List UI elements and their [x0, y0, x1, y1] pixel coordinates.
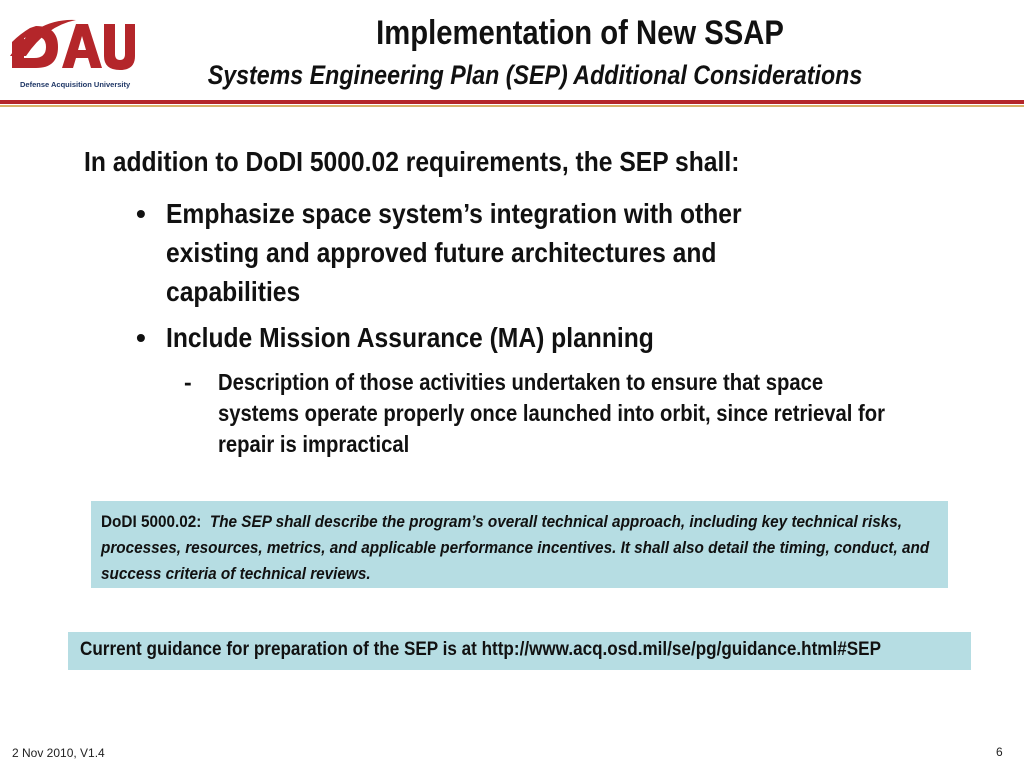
page-subtitle: Systems Engineering Plan (SEP) Additional Considerations — [207, 60, 863, 90]
header-divider-gold — [0, 105, 1024, 107]
header-divider-red — [0, 100, 1024, 104]
bullet-marker: • — [136, 322, 146, 353]
logo-tagline: Defense Acquisition University — [20, 80, 131, 89]
footer-date-version: 2 Nov 2010, V1.4 — [12, 746, 105, 760]
bullet-marker: • — [136, 198, 146, 229]
callout-label: DoDI 5000.02: — [101, 512, 202, 531]
guidance-box — [68, 632, 971, 670]
sub-bullet-text: Description of those activities undertaken to ensure that space systems operate properly once launched into orbit, since retrieval for repair is impractical — [218, 369, 885, 457]
page-title: Implementation of New SSAP — [376, 14, 784, 52]
dodi-callout-box — [91, 501, 948, 588]
bullet-text: Include Mission Assurance (MA) planning — [166, 322, 654, 353]
intro-text: In addition to DoDI 5000.02 requirements, the SEP shall: — [84, 146, 740, 177]
dau-logo — [6, 12, 136, 89]
page-number: 6 — [996, 745, 1003, 759]
sub-bullet-marker: - — [184, 369, 192, 395]
bullet-text: Emphasize space system’s integration with other existing and approved future architectures and capabilities — [166, 198, 742, 307]
callout-quote: The SEP shall describe the program’s overall technical approach, including key technical risks, processes, resources, metrics, and applicable performance incentives. It shall also detail the timing, conduct, and success criteria of technical reviews. — [101, 512, 930, 583]
dau-logo-icon — [6, 12, 136, 74]
guidance-text: Current guidance for preparation of the SEP is at http://www.acq.osd.mil/se/pg/guidance.html#SEP — [80, 639, 881, 660]
